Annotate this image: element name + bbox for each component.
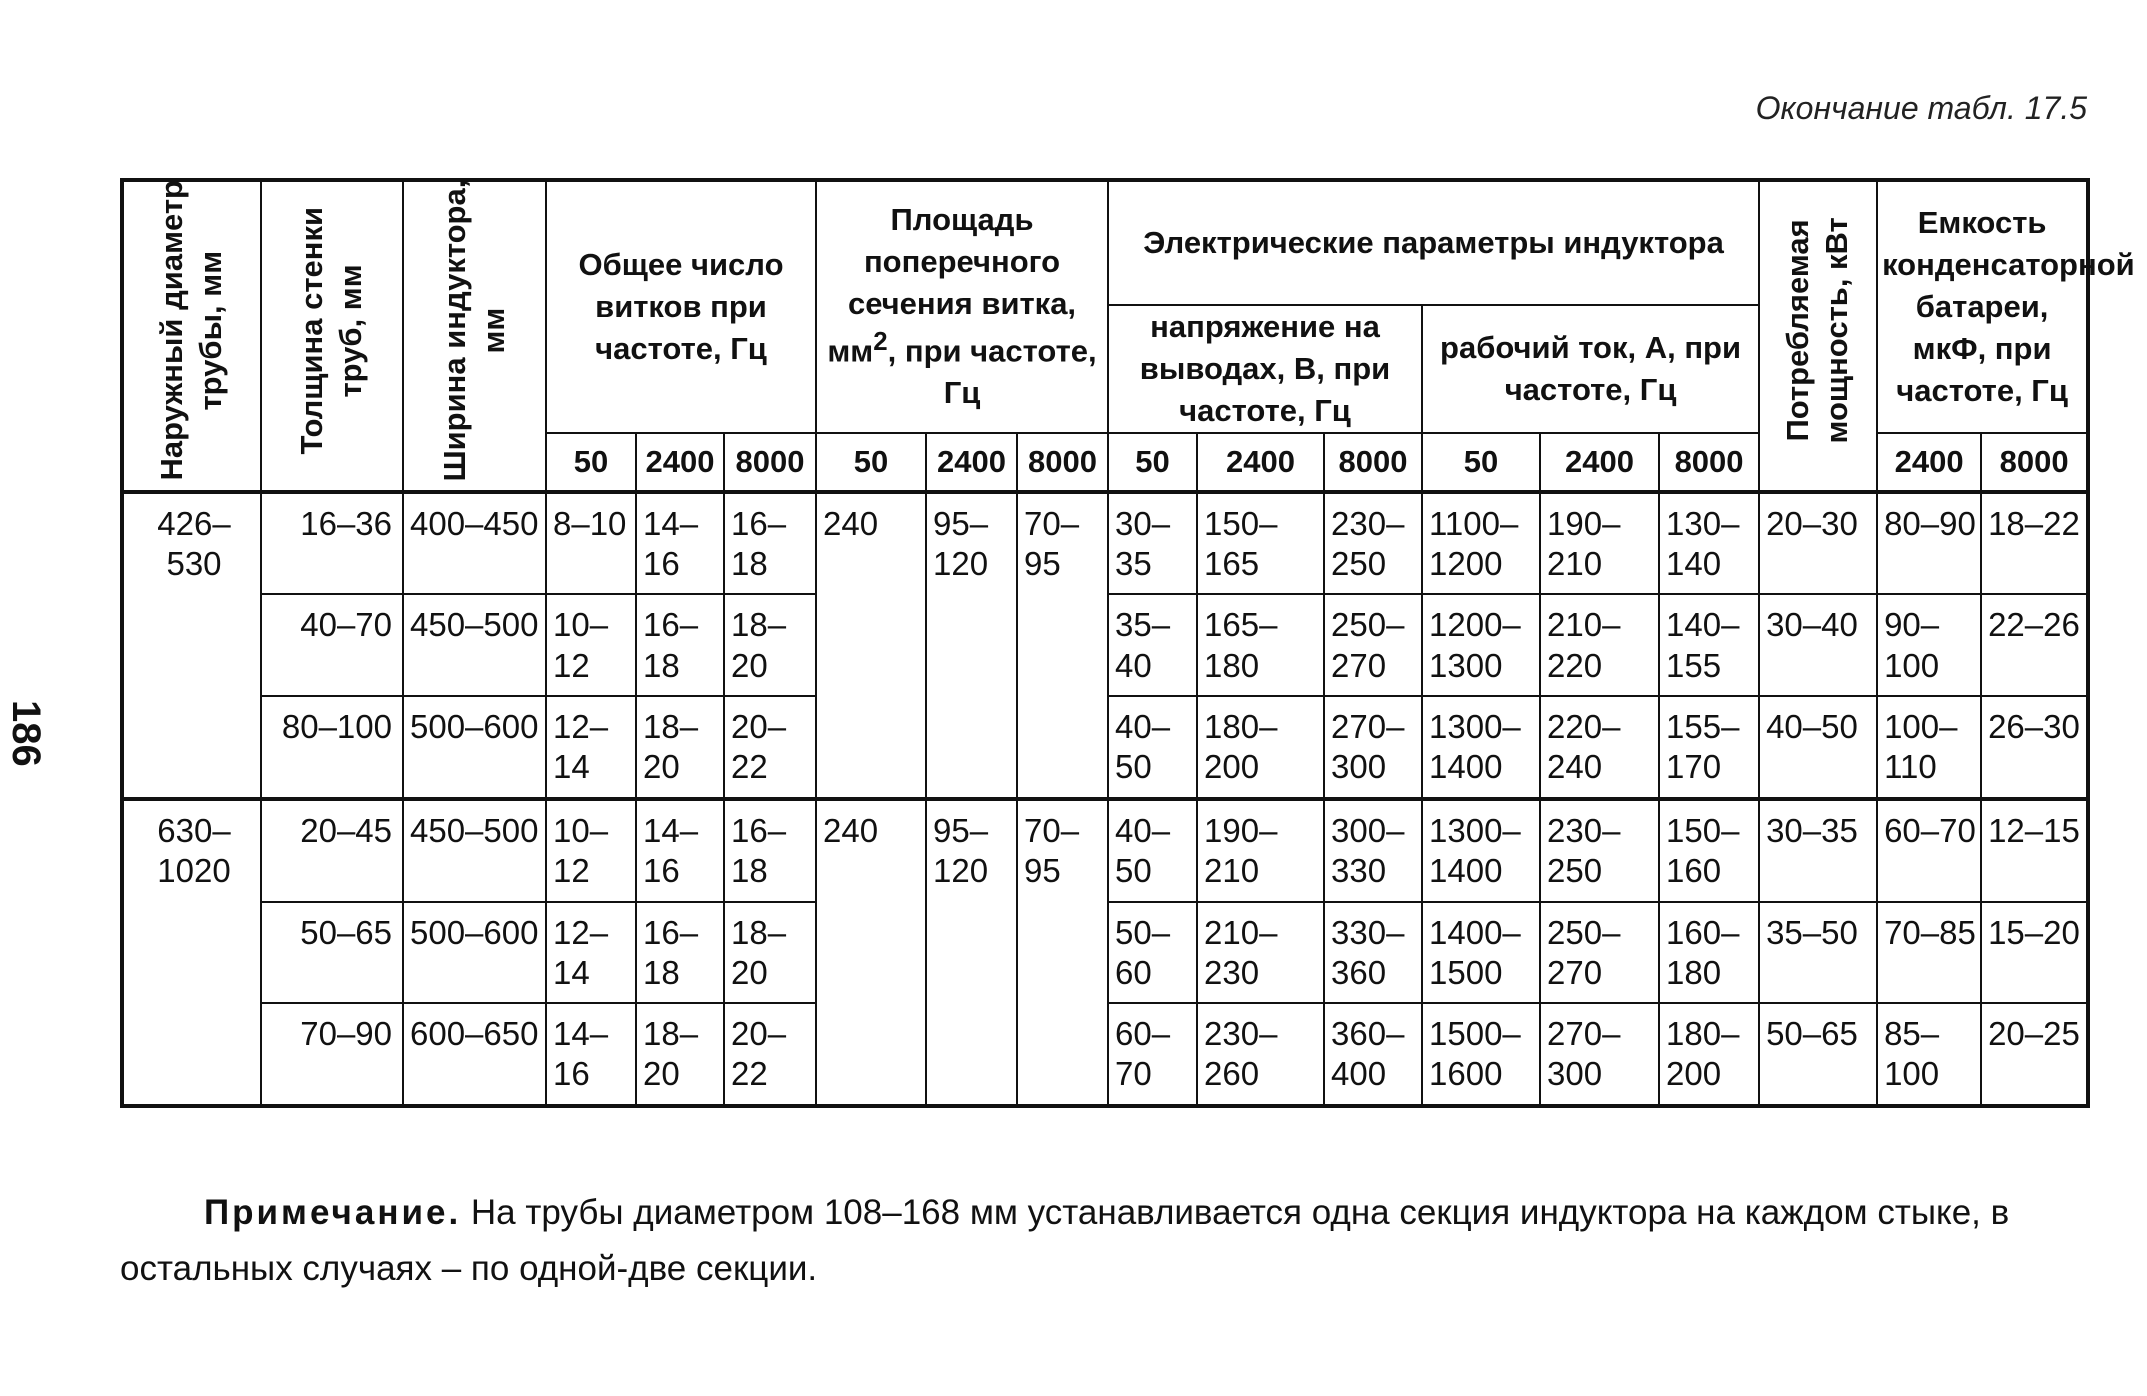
cell-width: 500–600	[403, 902, 546, 1004]
cell-capacity-2400: 90–100	[1877, 594, 1981, 696]
cell-voltage-2400: 180–200	[1197, 696, 1324, 799]
header-wall-thickness: Толщина стенки труб, мм	[261, 180, 403, 492]
cell-diameter: 426–530	[122, 492, 261, 799]
footnote-text: На трубы диаметром 108–168 мм устанавливается одна секция индуктора на каждом стыке, в остальных случаях – по одной-две секции.	[120, 1193, 2010, 1288]
cell-current-8000: 155–170	[1659, 696, 1759, 799]
cell-current-50: 1200–1300	[1422, 594, 1540, 696]
table-row	[122, 799, 2088, 902]
cell-turns-8000: 18–20	[724, 594, 816, 696]
cell-turns-8000: 16–18	[724, 492, 816, 595]
cell-capacity-8000: 18–22	[1981, 492, 2088, 595]
cell-thickness: 20–45	[261, 799, 403, 902]
cell-power: 50–65	[1759, 1003, 1877, 1106]
cell-voltage-2400: 230–260	[1197, 1003, 1324, 1106]
cell-turns-50: 8–10	[546, 492, 636, 595]
cell-capacity-2400: 70–85	[1877, 902, 1981, 1004]
cell-width: 600–650	[403, 1003, 546, 1106]
cell-current-8000: 160–180	[1659, 902, 1759, 1004]
cell-current-2400: 270–300	[1540, 1003, 1659, 1106]
freq-header: 50	[1422, 433, 1540, 492]
cell-voltage-50: 40–50	[1108, 799, 1197, 902]
table-row	[122, 492, 2088, 595]
header-cross-section: Площадь поперечного сечения витка, $мм^2$, при частоте, Гц	[816, 180, 1108, 433]
cell-section-2400: 95–120	[926, 799, 1017, 1106]
cell-turns-2400: 18–20	[636, 696, 724, 799]
cell-thickness: 80–100	[261, 696, 403, 799]
cell-current-8000: 150–160	[1659, 799, 1759, 902]
cell-section-2400: 95–120	[926, 492, 1017, 799]
cell-current-2400: 190–210	[1540, 492, 1659, 595]
cell-thickness: 40–70	[261, 594, 403, 696]
cell-voltage-8000: 270–300	[1324, 696, 1422, 799]
cell-capacity-2400: 80–90	[1877, 492, 1981, 595]
cell-width: 450–500	[403, 594, 546, 696]
cell-power: 20–30	[1759, 492, 1877, 595]
footnote	[120, 1185, 2085, 1297]
header-current: рабочий ток, А, при частоте, Гц	[1422, 305, 1759, 433]
cell-current-8000: 180–200	[1659, 1003, 1759, 1106]
cell-voltage-50: 40–50	[1108, 696, 1197, 799]
cell-capacity-8000: 22–26	[1981, 594, 2088, 696]
cell-voltage-50: 60–70	[1108, 1003, 1197, 1106]
freq-header: 50	[546, 433, 636, 492]
cell-current-2400: 220–240	[1540, 696, 1659, 799]
cell-current-2400: 230–250	[1540, 799, 1659, 902]
cell-turns-2400: 16–18	[636, 594, 724, 696]
cell-current-8000: 140–155	[1659, 594, 1759, 696]
header-outer-diameter: Наружный диаметр трубы, мм	[122, 180, 261, 492]
cell-width: 450–500	[403, 799, 546, 902]
freq-header: 8000	[1324, 433, 1422, 492]
cell-current-2400: 210–220	[1540, 594, 1659, 696]
cell-voltage-2400: 150–165	[1197, 492, 1324, 595]
cell-voltage-8000: 230–250	[1324, 492, 1422, 595]
header-power: Потребляемая мощность, кВт	[1759, 180, 1877, 492]
cell-voltage-8000: 300–330	[1324, 799, 1422, 902]
cell-voltage-50: 35–40	[1108, 594, 1197, 696]
cell-power: 30–35	[1759, 799, 1877, 902]
cell-voltage-8000: 360–400	[1324, 1003, 1422, 1106]
cell-voltage-2400: 190–210	[1197, 799, 1324, 902]
cell-capacity-8000: 20–25	[1981, 1003, 2088, 1106]
freq-header: 2400	[636, 433, 724, 492]
cell-power: 40–50	[1759, 696, 1877, 799]
cell-turns-50: 14–16	[546, 1003, 636, 1106]
cell-thickness: 50–65	[261, 902, 403, 1004]
cell-diameter: 630–1020	[122, 799, 261, 1106]
cell-voltage-50: 30–35	[1108, 492, 1197, 595]
header-turns: Общее число витков при частоте, Гц	[546, 180, 816, 433]
cell-capacity-2400: 100–110	[1877, 696, 1981, 799]
cell-width: 400–450	[403, 492, 546, 595]
cell-current-50: 1100–1200	[1422, 492, 1540, 595]
cell-turns-50: 10–12	[546, 799, 636, 902]
header-voltage: напряжение на выводах, В, при частоте, Гц	[1108, 305, 1422, 433]
cell-voltage-8000: 330–360	[1324, 902, 1422, 1004]
cell-thickness: 16–36	[261, 492, 403, 595]
header-electrical: Электрические параметры индуктора	[1108, 180, 1759, 305]
cell-turns-2400: 14–16	[636, 799, 724, 902]
page-number: 186	[4, 700, 48, 767]
cell-turns-50: 12–14	[546, 696, 636, 799]
cell-current-8000: 130–140	[1659, 492, 1759, 595]
cell-thickness: 70–90	[261, 1003, 403, 1106]
cell-turns-2400: 16–18	[636, 902, 724, 1004]
freq-header: 50	[1108, 433, 1197, 492]
header-inductor-width: Ширина индуктора, мм	[403, 180, 546, 492]
cell-power: 30–40	[1759, 594, 1877, 696]
table-caption: Окончание табл. 17.5	[1755, 90, 2087, 126]
cell-voltage-2400: 165–180	[1197, 594, 1324, 696]
cell-capacity-8000: 26–30	[1981, 696, 2088, 799]
freq-header: 2400	[1877, 433, 1981, 492]
header-capacity: Емкость конденсаторной батареи, мкФ, при частоте, Гц	[1877, 180, 2088, 433]
cell-voltage-8000: 250–270	[1324, 594, 1422, 696]
freq-header: 2400	[1540, 433, 1659, 492]
cell-power: 35–50	[1759, 902, 1877, 1004]
data-table	[120, 178, 2135, 1108]
freq-header: 2400	[926, 433, 1017, 492]
cell-capacity-8000: 12–15	[1981, 799, 2088, 902]
cell-turns-2400: 14–16	[636, 492, 724, 595]
cell-turns-8000: 18–20	[724, 902, 816, 1004]
cell-current-50: 1300–1400	[1422, 799, 1540, 902]
cell-section-50: 240	[816, 799, 926, 1106]
cell-turns-50: 10–12	[546, 594, 636, 696]
freq-header: 2400	[1197, 433, 1324, 492]
cell-current-50: 1400–1500	[1422, 902, 1540, 1004]
freq-header: 50	[816, 433, 926, 492]
cell-current-2400: 250–270	[1540, 902, 1659, 1004]
cell-width: 500–600	[403, 696, 546, 799]
cell-section-8000: 70–95	[1017, 799, 1108, 1106]
cell-turns-8000: 20–22	[724, 696, 816, 799]
cell-section-50: 240	[816, 492, 926, 799]
cell-voltage-50: 50–60	[1108, 902, 1197, 1004]
cell-current-50: 1500–1600	[1422, 1003, 1540, 1106]
cell-turns-8000: 16–18	[724, 799, 816, 902]
cell-section-8000: 70–95	[1017, 492, 1108, 799]
freq-header: 8000	[724, 433, 816, 492]
freq-header: 8000	[1981, 433, 2088, 492]
cell-turns-2400: 18–20	[636, 1003, 724, 1106]
cell-voltage-2400: 210–230	[1197, 902, 1324, 1004]
cell-capacity-2400: 60–70	[1877, 799, 1981, 902]
freq-header: 8000	[1659, 433, 1759, 492]
footnote-label: Примечание.	[204, 1193, 462, 1232]
cell-turns-50: 12–14	[546, 902, 636, 1004]
cell-capacity-8000: 15–20	[1981, 902, 2088, 1004]
freq-header: 8000	[1017, 433, 1108, 492]
cell-turns-8000: 20–22	[724, 1003, 816, 1106]
cell-current-50: 1300–1400	[1422, 696, 1540, 799]
cell-capacity-2400: 85–100	[1877, 1003, 1981, 1106]
